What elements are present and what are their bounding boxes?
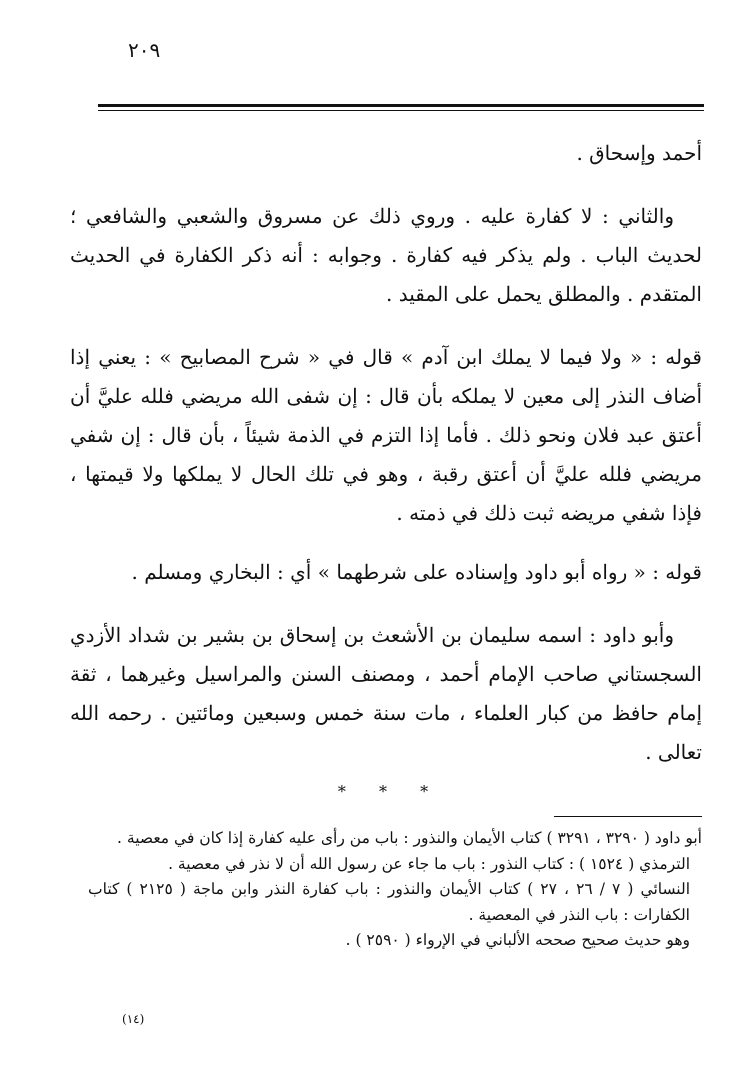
main-text (70, 134, 702, 772)
footnote-rule (554, 816, 702, 817)
paragraph-1: أحمد وإسحاق . (576, 141, 702, 165)
footnote-albani: وهو حديث صحيح صححه الألباني في الإرواء ( ٢٥٩٠ ) . (345, 931, 690, 949)
paragraph-3: قوله : « ولا فيما لا يملك ابن آدم » قال في « شرح المصابيح » : يعني إذا أضاف النذر إلى معين لا يملكه بأن قال : إن شفى الله مريضي فلله عليَّ أن أعتق عبد فلان ونحو ذلك . فأما إذا التزم في الذمة شيئاً ، بأن قال : إن شفي مريضي فلله عليَّ أن أعتق رقبة ، وهو في تلك الحال لا يملكها ولا قيمتها ، فإذا شفي مريضه ثبت ذلك في ذمته . (70, 345, 702, 525)
paragraph-4: قوله : « رواه أبو داود وإسناده على شرطهما » أي : البخاري ومسلم . (131, 560, 702, 584)
header-rule (98, 104, 704, 114)
paragraph-2: والثاني : لا كفارة عليه . وروي ذلك عن مسروق والشعبي والشافعي ؛ لحديث الباب . ولم يذكر فيه كفارة . وجوابه : أنه ذكر الكفارة في الحديث المتقدم . والمطلق يحمل على المقيد . (70, 204, 702, 306)
section-separator: * * * (337, 782, 443, 801)
paragraph-5: وأبو داود : اسمه سليمان بن الأشعث بن إسحاق بن بشير بن شداد الأزدي السجستاني صاحب الإمام أحمد ، ومصنف السنن والمراسيل وغيرهما ، ثقة إمام حافظ من كبار العلماء ، مات سنة خمس وسبعين ومائتين . رحمه الله تعالى . (70, 623, 702, 764)
header-rule-thick (98, 104, 704, 107)
page-number: ٢٠٩ (128, 38, 161, 62)
footnotes (88, 826, 702, 954)
footnote-tirmidhi: الترمذي ( ١٥٢٤ ) : كتاب النذور : باب ما جاء عن رسول الله أن لا نذر في معصية . (168, 854, 690, 873)
signature-mark: (١٤) (122, 1012, 145, 1026)
footnote-abu-dawud: أبو داود ( ٣٢٩٠ ، ٣٢٩١ ) كتاب الأيمان والنذور : باب من رأى عليه كفارة إذا كان في معصية . (117, 829, 702, 847)
footnote-nasai: النسائي ( ٧ / ٢٦ ، ٢٧ ) كتاب الأيمان والنذور : باب كفارة النذر وابن ماجة ( ٢١٢٥ ) كتاب الكفارات : باب النذر في المعصية . (88, 880, 691, 924)
header-rule-thin (98, 110, 704, 111)
